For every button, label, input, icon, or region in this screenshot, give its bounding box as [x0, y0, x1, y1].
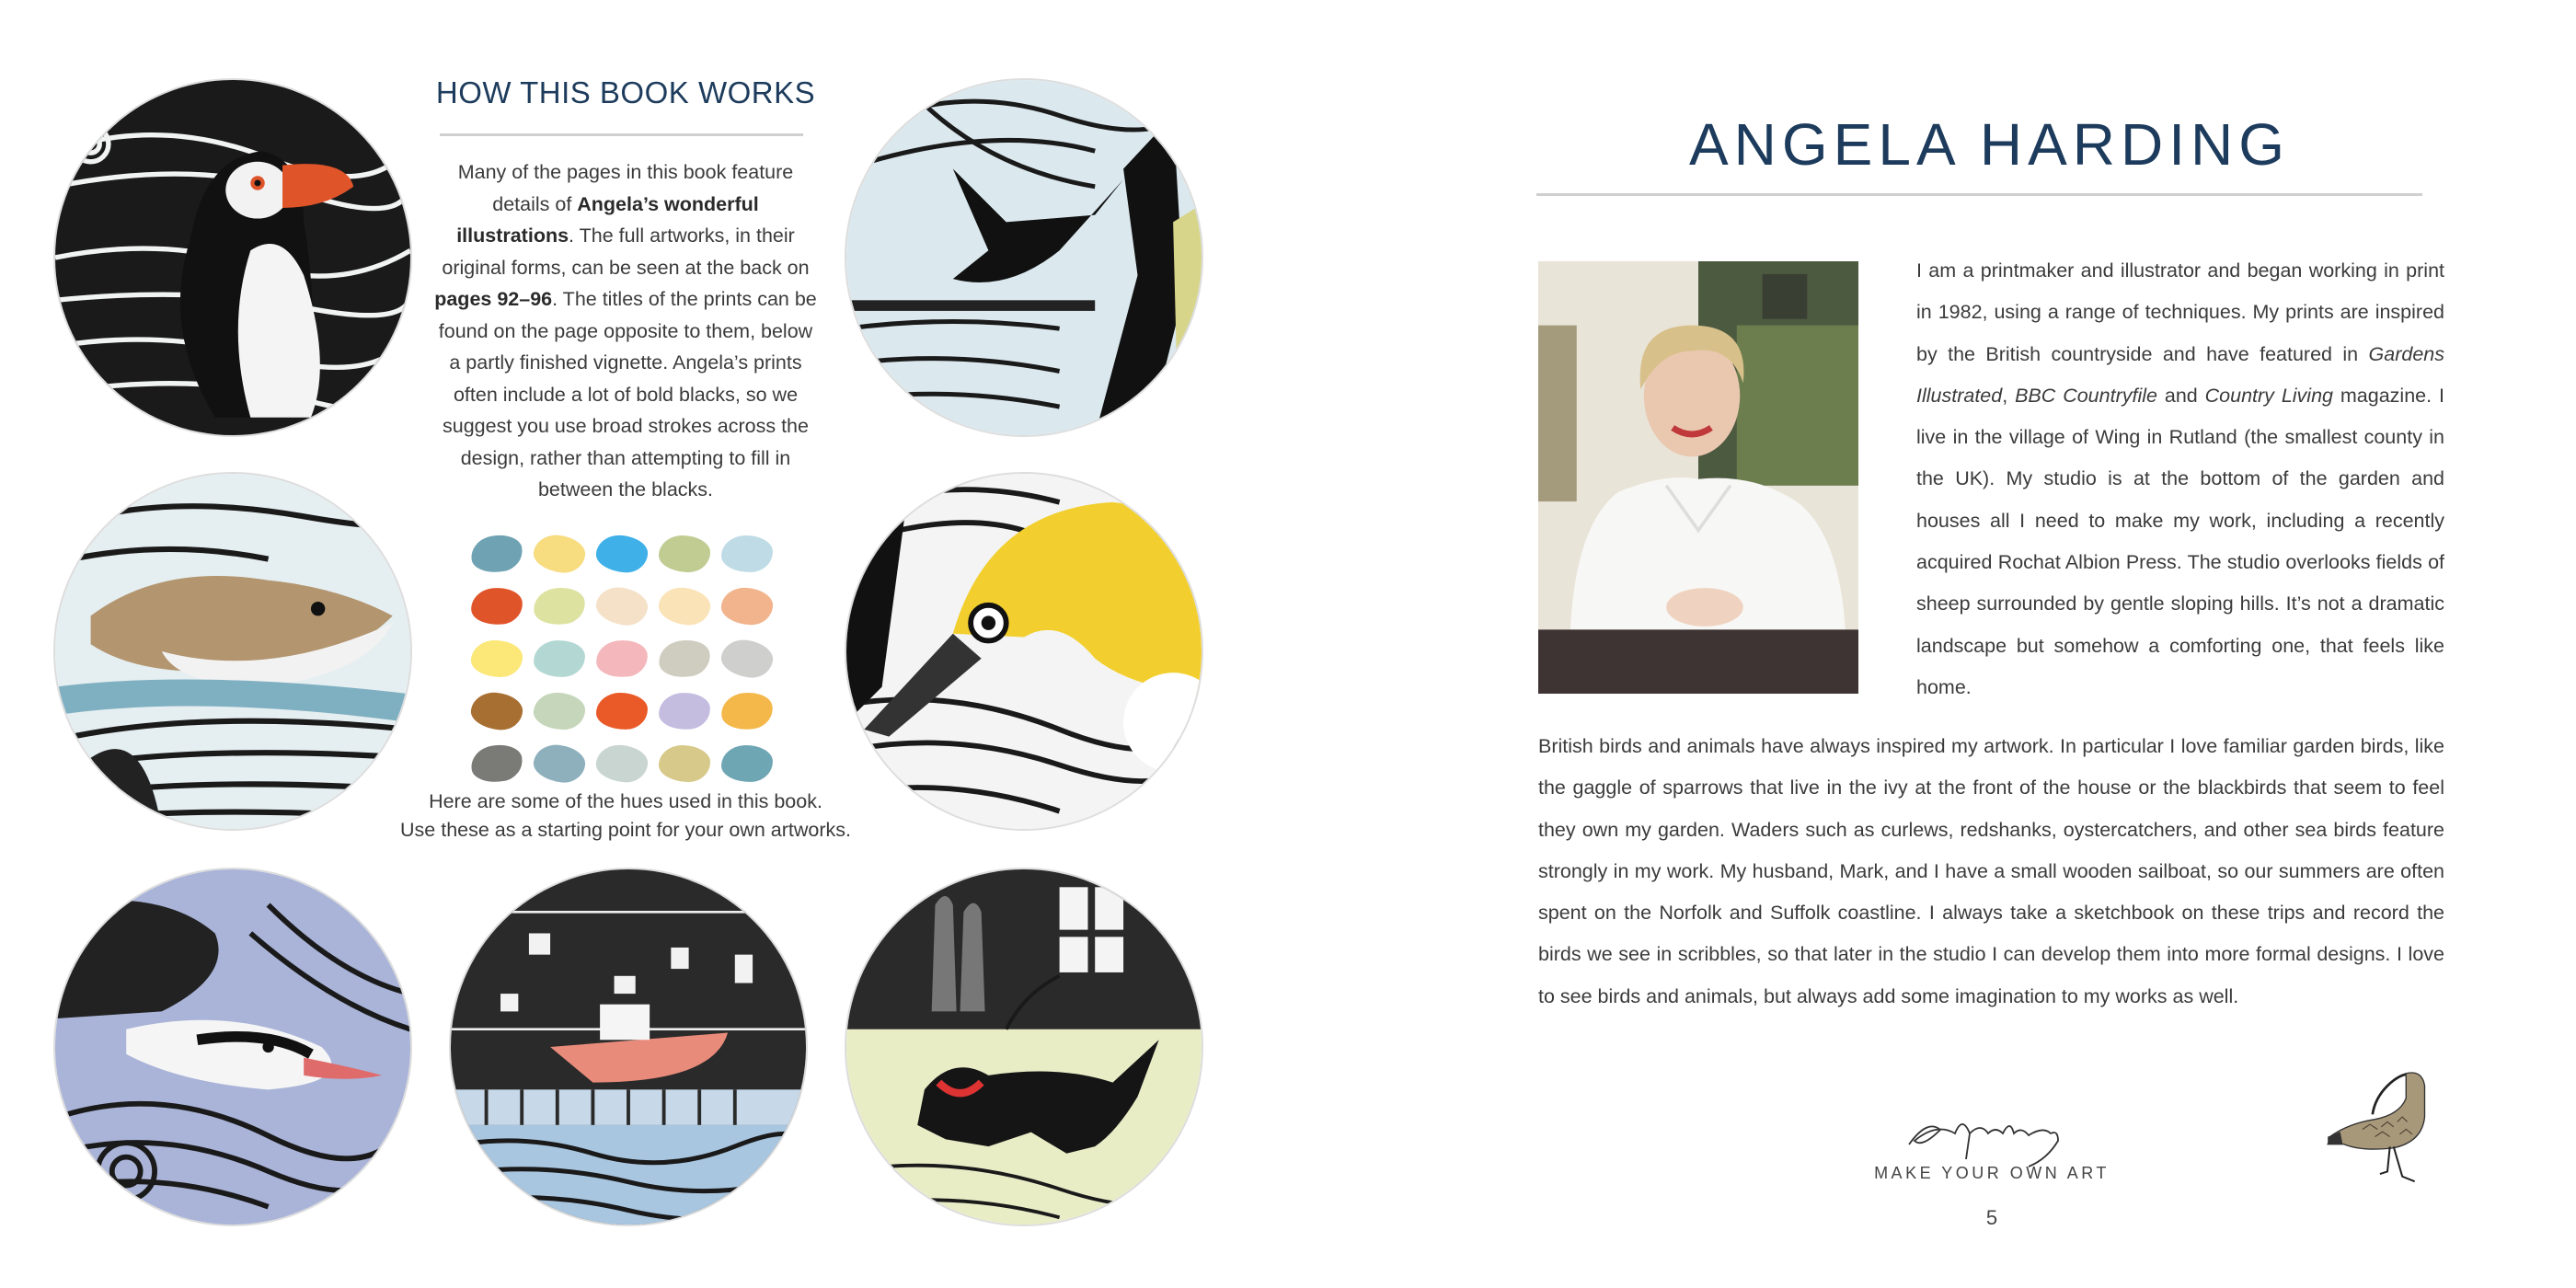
- intro-text: . The full artworks, in their original forms, can be seen at the back on: [442, 224, 810, 279]
- intro-bold-text: pages 92–96: [434, 288, 553, 310]
- color-swatch: [469, 691, 523, 732]
- color-swatch: [531, 584, 587, 627]
- color-swatch: [720, 587, 774, 627]
- color-swatch: [720, 535, 773, 573]
- gannet-illustration: [845, 472, 1203, 831]
- intro-paragraph: [432, 156, 819, 506]
- color-swatch: [659, 745, 711, 783]
- artist-portrait-photo: [1538, 261, 1858, 694]
- color-swatch: [656, 637, 713, 681]
- book-title-footer: MAKE YOUR OWN ART: [1874, 1164, 2110, 1182]
- bio-text: magazine. I live in the village of Wing in Rutland (the smallest county in the UK). My studio is at the bottom of the garden and houses all I need to make my work, including a recently acquired Rochat Albion Press. The studio overlooks fields of sheep surrounded by gentle sloping hills. It’s not a dramatic landscape but somehow a comforting one, that feels like home.: [1916, 384, 2444, 698]
- color-swatch: [533, 692, 585, 730]
- color-swatch: [658, 691, 712, 731]
- puffin-illustration: [53, 78, 412, 437]
- color-swatch: [469, 586, 523, 627]
- dog-illustration: [845, 868, 1203, 1226]
- heading-divider: [440, 133, 803, 136]
- harbour-illustration: [449, 868, 808, 1226]
- color-swatch: [471, 640, 523, 677]
- color-swatch: [657, 585, 712, 627]
- intro-bold-text: Angela’s wonderful illustrations: [456, 192, 759, 247]
- color-swatch: [533, 639, 586, 679]
- color-swatch: [595, 743, 650, 784]
- artist-signature: [1900, 1104, 2084, 1168]
- caption-line-1: Here are some of the hues used in this book.: [429, 790, 822, 812]
- page-number: 5: [1985, 1206, 1998, 1229]
- color-swatch: [468, 741, 525, 786]
- bio-text: ,: [2002, 384, 2016, 407]
- color-swatch: [532, 742, 587, 786]
- palette-caption: [377, 788, 874, 845]
- color-swatch: [532, 533, 587, 576]
- color-swatch: [595, 534, 650, 574]
- wader-illustration: [53, 868, 412, 1226]
- color-swatch: [596, 693, 649, 730]
- bio-paragraph-1: [1916, 250, 2444, 708]
- publication-title: Gardens Illustrated: [1916, 342, 2444, 407]
- curlew-bird-icon: [2323, 1067, 2452, 1191]
- artist-name-title: ANGELA HARDING: [1688, 111, 2291, 178]
- color-palette: [471, 535, 773, 782]
- publication-title: BBC Countryfile: [2015, 384, 2157, 407]
- bio-text: I am a printmaker and illustrator and began working in print in 1982, using a range of techniques. My prints are inspired by the British countryside and have featured in: [1916, 259, 2444, 365]
- bio-paragraph-2: British birds and animals have always inspired my artwork. In particular I love familiar garden birds, like the gaggle of sparrows that live in the ivy at the front of the house or the blackbirds that seem to feel they own my garden. Waders such as curlews, redshanks, oystercatchers, and other sea birds feature strongly in my work. My husband, Mark, and I have a small wooden sailboat, so our summers are often spent on the Norfolk and Suffolk coastline. I always take a sketchbook on these trips and record the birds we see in scribbles, so that later in the studio I can develop them into more formal designs. I love to see birds and animals, but always add some imagination to my works as well.: [1538, 735, 2444, 1007]
- caption-line-2: Use these as a starting point for your own artworks.: [400, 819, 851, 841]
- color-swatch: [468, 531, 525, 576]
- title-divider: [1536, 193, 2422, 196]
- intro-text: . The titles of the prints can be found on the page opposite to them, below a partly finished vignette. Angela’s prints often include a lot of bold blacks, so we suggest you use broad strokes across the design, rather than attempting to fill in between the blacks.: [438, 288, 817, 500]
- color-swatch: [659, 535, 711, 573]
- color-swatch: [594, 638, 650, 680]
- otter-illustration: [53, 472, 412, 831]
- color-swatch: [719, 637, 775, 680]
- section-heading: HOW THIS BOOK WORKS: [435, 75, 816, 109]
- color-swatch: [593, 584, 650, 628]
- intro-text: Many of the pages in this book feature details of: [457, 161, 794, 215]
- color-swatch: [719, 690, 775, 733]
- swallow-illustration: [845, 78, 1203, 437]
- color-swatch: [720, 744, 773, 783]
- bio-text: and: [2156, 384, 2205, 407]
- publication-title: Country Living: [2204, 384, 2333, 407]
